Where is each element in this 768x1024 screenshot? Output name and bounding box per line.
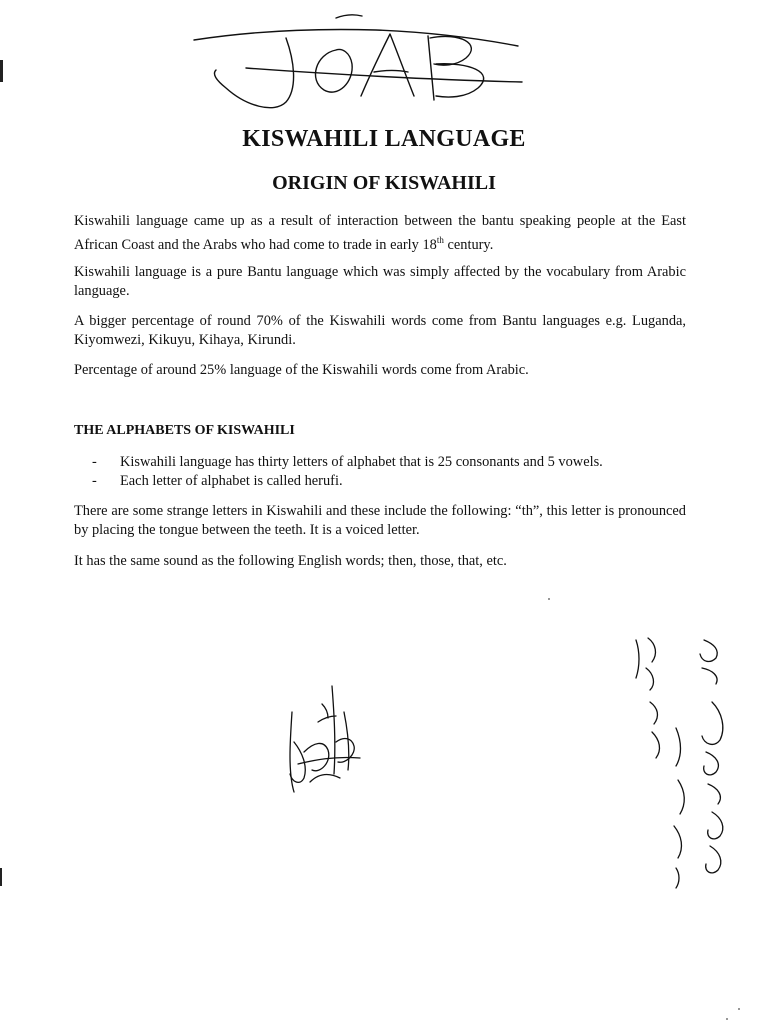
header-signature [186,10,526,120]
paragraph-origin-text: Kiswahili language came up as a result of interaction between the bantu speaking people at the East African Coast and the Arabs who had come to trade in early 18 [74,213,686,253]
paragraph-arabic-percentage: Percentage of around 25% language of the Kiswahili words come from Arabic. [74,362,529,378]
paragraph-bantu-language: Kiswahili language is a pure Bantu language which was simply affected by the vocabulary from Arabic language. [74,264,686,299]
scan-speck [738,1008,740,1010]
paragraph-origin-tail: century. [443,236,494,253]
paragraph-origin [74,212,686,255]
document-subtitle: ORIGIN OF KISWAHILI [272,172,496,194]
paragraph-same-sound: It has the same sound as the following English words; then, those, that, etc. [74,553,507,569]
superscript-th: th [436,235,444,245]
scan-speck [548,598,550,600]
section-heading-alphabets: THE ALPHABETS OF KISWAHILI [74,423,295,438]
margin-scan-mark [0,60,3,82]
list-item [92,472,603,491]
bullet-marker: - [92,454,97,470]
document-title: KISWAHILI LANGUAGE [242,126,526,152]
scan-speck [726,1018,728,1020]
handwritten-note [616,632,746,892]
bullet-text: Each letter of alphabet is called herufi. [120,473,343,489]
bullet-marker: - [92,473,97,489]
center-signature [274,682,374,802]
bullet-text: Kiswahili language has thirty letters of alphabet that is 25 consonants and 5 vowels. [120,454,603,470]
list-item [92,453,603,472]
alphabet-bullet-list [92,453,603,491]
paragraph-bantu-percentage: A bigger percentage of round 70% of the Kiswahili words come from Bantu languages e.g. Luganda, Kiyomwezi, Kikuyu, Kihaya, Kirundi. [74,313,686,348]
paragraph-strange-letters: There are some strange letters in Kiswahili and these include the following: “th”, this letter is pronounced by placing the tongue between the teeth. It is a voiced letter. [74,503,686,538]
margin-scan-mark [0,868,2,886]
